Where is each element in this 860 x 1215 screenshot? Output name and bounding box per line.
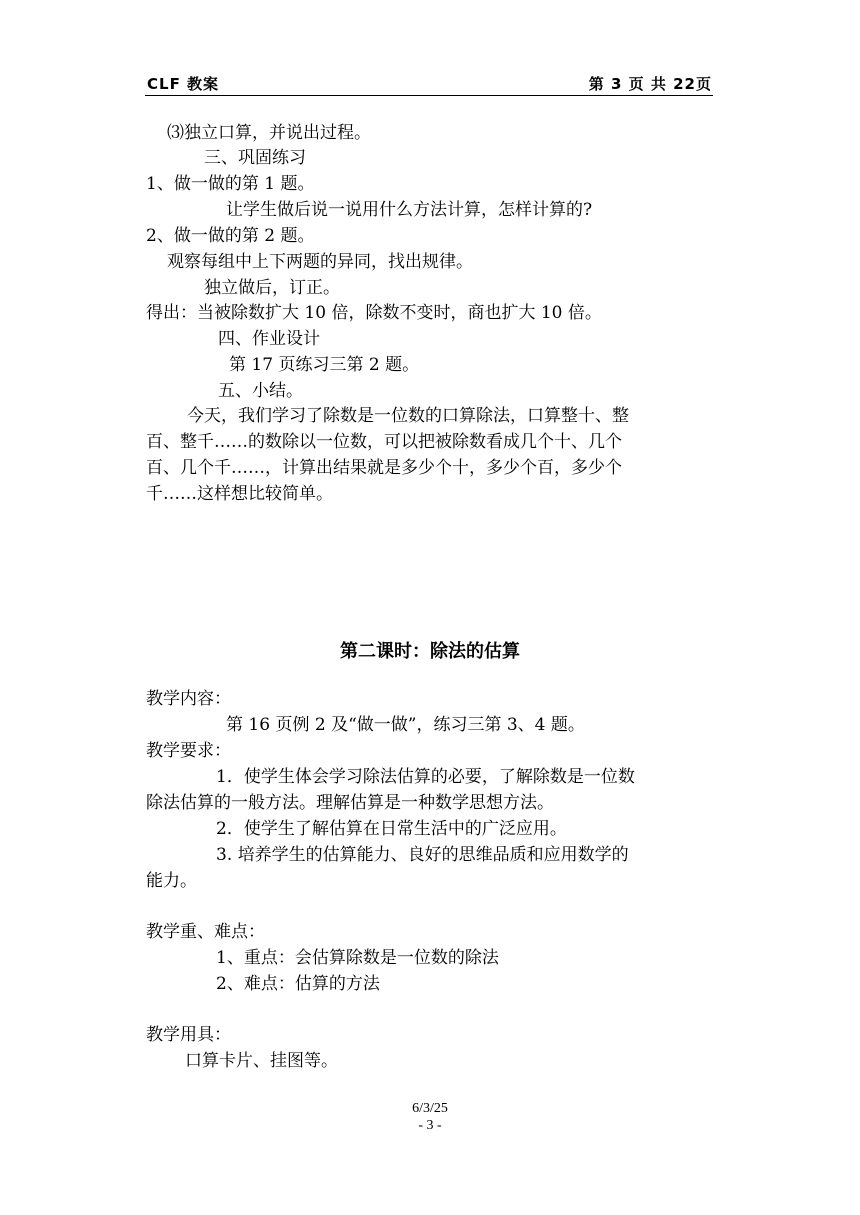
section-heading: 四、作业设计 — [218, 329, 320, 349]
text-line: 1、做一做的第 1 题。 — [146, 174, 315, 194]
header-title: CLF 教案 — [147, 75, 220, 93]
text-line: 除法估算的一般方法。理解估算是一种数学思想方法。 — [146, 793, 554, 813]
text-line: 3. 培养学生的估算能力、良好的思维品质和应用数学的 — [216, 845, 629, 865]
section-heading: 五、小结。 — [218, 381, 303, 401]
text-line: 2、难点：估算的方法 — [216, 974, 380, 994]
section-title: 第二课时：除法的估算 — [340, 641, 520, 662]
header-divider — [145, 95, 713, 96]
text-line: ⑶独立口算，并说出过程。 — [167, 123, 371, 143]
label-line: 教学重、难点： — [146, 922, 265, 942]
text-line: 2、做一做的第 2 题。 — [146, 226, 315, 246]
text-line: 口算卡片、挂图等。 — [185, 1051, 338, 1071]
section-heading: 三、巩固练习 — [204, 148, 306, 168]
header-page-count: 第 3 页 共 22页 — [588, 75, 712, 93]
footer-date: 6/3/25 — [412, 1101, 448, 1116]
text-line: 独立做后，订正。 — [204, 278, 340, 298]
text-line: 千……这样想比较简单。 — [146, 484, 333, 504]
text-line: 今天，我们学习了除数是一位数的口算除法，口算整十、整 — [187, 406, 629, 426]
text-line: 百、几个千……，计算出结果就是多少个十，多少个百，多少个 — [146, 458, 622, 478]
footer-page-number: - 3 - — [418, 1118, 442, 1133]
label-line: 教学用具： — [146, 1025, 231, 1045]
label-line: 教学要求： — [146, 741, 231, 761]
text-line: 1．使学生体会学习除法估算的必要，了解除数是一位数 — [216, 767, 635, 787]
label-line: 教学内容： — [146, 689, 231, 709]
text-line: 第 16 页例 2 及“做一做”，练习三第 3、4 题。 — [226, 715, 585, 735]
text-line: 让学生做后说一说用什么方法计算，怎样计算的? — [226, 200, 593, 220]
text-line: 得出：当被除数扩大 10 倍，除数不变时，商也扩大 10 倍。 — [146, 303, 602, 323]
text-line: 百、整千……的数除以一位数，可以把被除数看成几个十、几个 — [146, 432, 622, 452]
text-line: 观察每组中上下两题的异同，找出规律。 — [167, 252, 473, 272]
text-line: 2．使学生了解估算在日常生活中的广泛应用。 — [216, 819, 567, 839]
text-line: 能力。 — [146, 871, 197, 891]
text-line: 第 17 页练习三第 2 题。 — [229, 355, 420, 375]
text-line: 1、重点：会估算除数是一位数的除法 — [216, 948, 499, 968]
